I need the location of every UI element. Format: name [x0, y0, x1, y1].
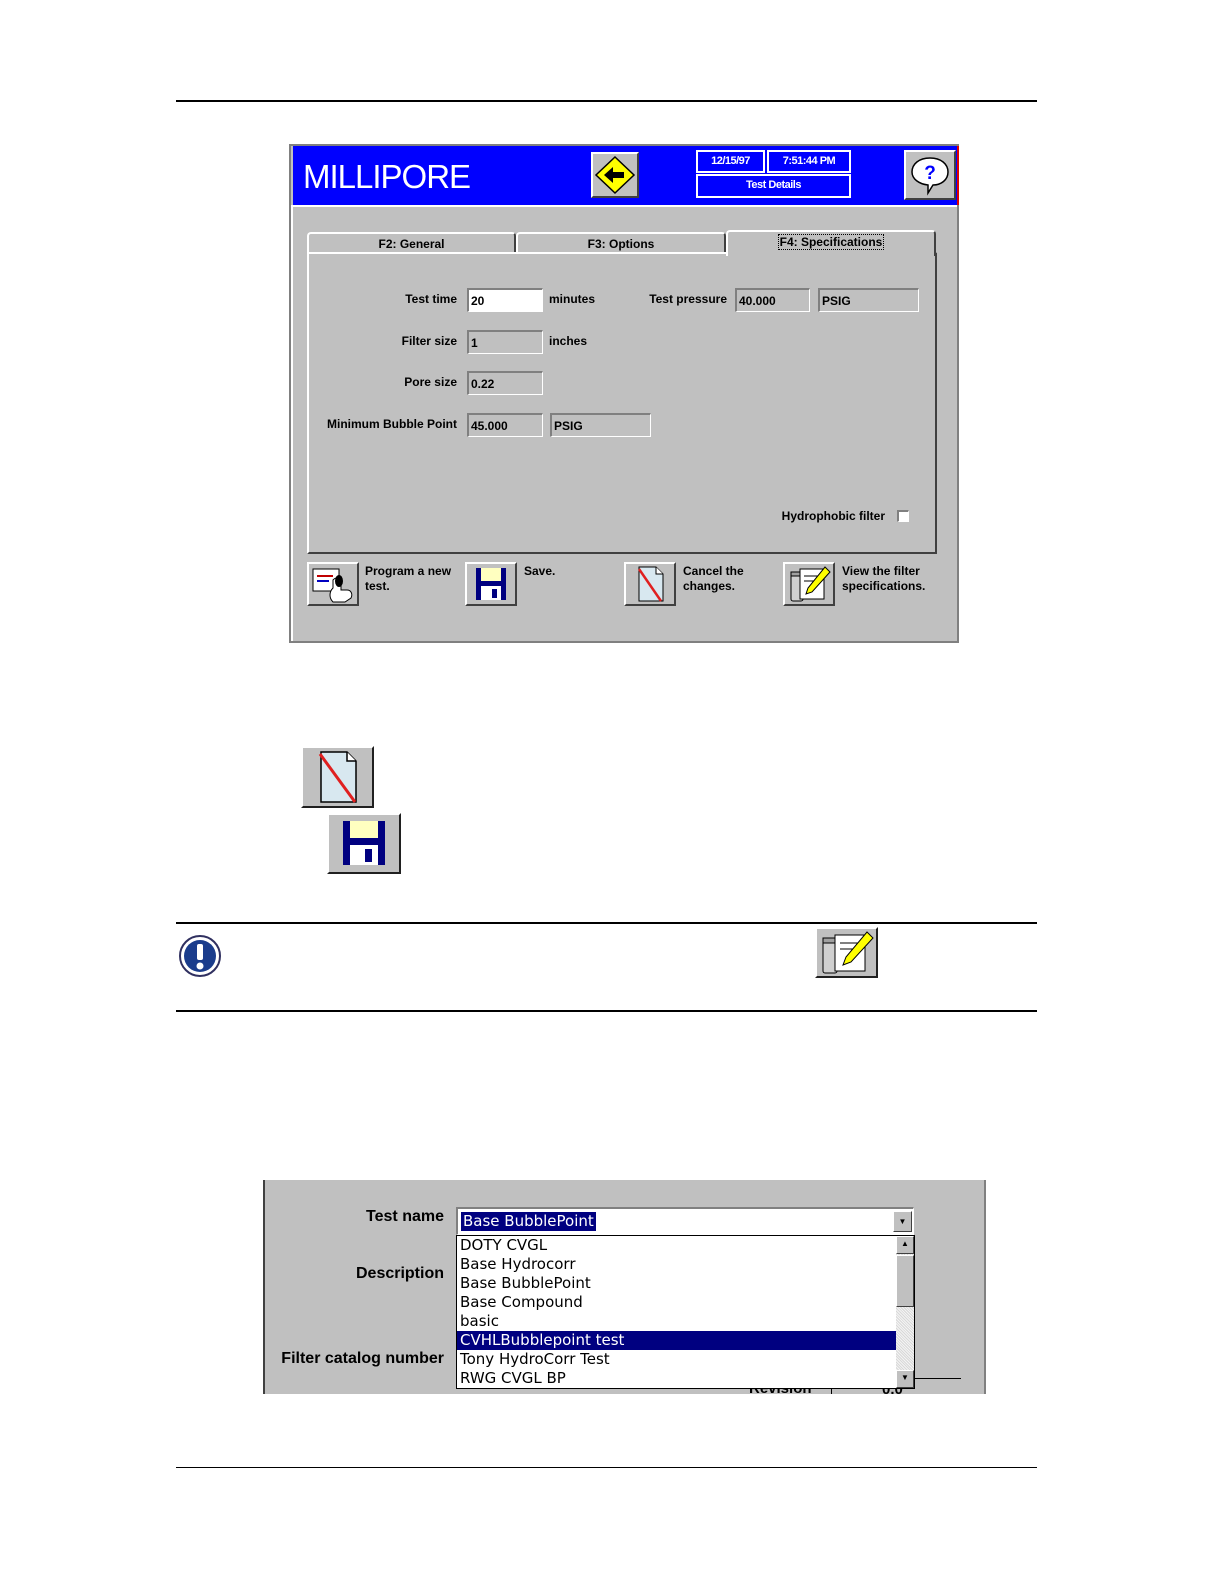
program-test-icon	[309, 564, 357, 604]
hydrophobic-filter-checkbox[interactable]	[897, 510, 909, 522]
millipore-logo: MILLIPORE	[303, 158, 471, 195]
filter-size-field: 1	[467, 330, 543, 354]
scroll-down-button[interactable]	[896, 1370, 914, 1388]
list-item[interactable]: RWG CVGL BP	[460, 1369, 566, 1387]
cancel-icon-illustration	[301, 746, 374, 808]
list-item[interactable]: Base BubblePoint	[460, 1274, 591, 1292]
view-filter-specs-button[interactable]	[783, 562, 835, 606]
cancel-changes-button[interactable]	[624, 562, 676, 606]
list-item[interactable]: basic	[460, 1312, 499, 1330]
chevron-up-icon: ▲	[901, 1239, 909, 1248]
list-item[interactable]: Base Hydrocorr	[460, 1255, 576, 1273]
note-bottom-rule	[176, 1010, 1037, 1012]
program-new-test-label: Program a new test.	[365, 564, 452, 593]
note-top-rule	[176, 922, 1037, 924]
help-button[interactable]	[904, 150, 956, 200]
hydrophobic-filter-label: Hydrophobic filter	[781, 509, 885, 523]
note-exclamation	[178, 934, 222, 983]
filter-spec-icon	[785, 564, 833, 604]
test-pressure-unit-field: PSIG	[818, 288, 919, 312]
help-bubble-icon	[906, 152, 954, 198]
chevron-down-icon: ▼	[898, 1217, 907, 1226]
pore-size-label: Pore size	[404, 375, 457, 389]
save-icon-illustration	[327, 813, 401, 874]
screen-title: Test Details	[696, 174, 851, 198]
test-time-unit: minutes	[549, 292, 596, 306]
description-label: Description	[355, 1265, 444, 1282]
floppy-disk-icon	[329, 815, 399, 872]
top-rule	[176, 100, 1037, 102]
test-details-screenshot	[289, 144, 959, 643]
save-label: Save.	[524, 564, 556, 578]
cancel-document-icon	[626, 564, 674, 604]
test-pressure-label: Test pressure	[649, 292, 727, 306]
filter-spec-icon	[817, 929, 876, 976]
back-arrow-icon	[593, 154, 637, 196]
min-bubble-point-unit-field: PSIG	[550, 413, 651, 437]
test-pressure-field: 40.000	[735, 288, 810, 312]
combo-dropdown-button[interactable]	[893, 1211, 912, 1232]
exclamation-icon	[178, 934, 222, 978]
test-name-combo[interactable]	[456, 1207, 914, 1235]
bottom-rule	[176, 1467, 1037, 1468]
test-name-list[interactable]	[456, 1235, 915, 1389]
save-button[interactable]	[465, 562, 517, 606]
specifications-panel	[307, 252, 937, 554]
filter-size-unit: inches	[549, 334, 588, 348]
test-time-label: Test time	[405, 292, 457, 306]
edge-marker	[957, 146, 959, 205]
view-filter-specs-label: View the filter specifications.	[842, 564, 926, 593]
program-new-test-button[interactable]	[307, 562, 359, 606]
min-bubble-point-label: Minimum Bubble Point	[327, 417, 457, 431]
test-name-label: Test name	[366, 1208, 444, 1225]
test-name-screenshot	[263, 1180, 986, 1394]
list-item[interactable]: Base Compound	[460, 1293, 583, 1311]
list-scrollbar[interactable]	[896, 1236, 914, 1388]
filter-catalog-number-label: Filter catalog number	[281, 1350, 444, 1367]
list-item-selected[interactable]: CVHLBubblepoint test	[457, 1331, 914, 1350]
chevron-down-icon: ▼	[901, 1373, 909, 1382]
cancel-document-icon	[303, 748, 372, 806]
filter-spec-icon-illustration	[815, 927, 878, 978]
list-item[interactable]: Tony HydroCorr Test	[460, 1350, 610, 1368]
time-display: 7:51:44 PM	[767, 150, 851, 173]
pore-size-field: 0.22	[467, 371, 543, 395]
scroll-up-button[interactable]	[896, 1236, 914, 1254]
floppy-disk-icon	[467, 564, 515, 604]
test-time-input[interactable]: 20	[467, 288, 543, 312]
tab-options[interactable]: F3: Options	[516, 232, 726, 254]
cancel-changes-label: Cancel the changes.	[683, 564, 744, 593]
list-item[interactable]: DOTY CVGL	[460, 1236, 548, 1254]
back-button[interactable]	[591, 152, 639, 198]
tab-general[interactable]: F2: General	[307, 232, 516, 254]
scroll-thumb[interactable]	[896, 1255, 914, 1307]
title-bar	[293, 146, 957, 205]
test-name-combo-value: Base BubblePoint	[463, 1212, 594, 1230]
min-bubble-point-field: 45.000	[467, 413, 543, 437]
filter-size-label: Filter size	[401, 334, 457, 348]
help-glyph: ?	[924, 163, 936, 184]
date-display: 12/15/97	[696, 150, 765, 173]
tab-specifications[interactable]: F4: Specifications	[726, 230, 936, 256]
